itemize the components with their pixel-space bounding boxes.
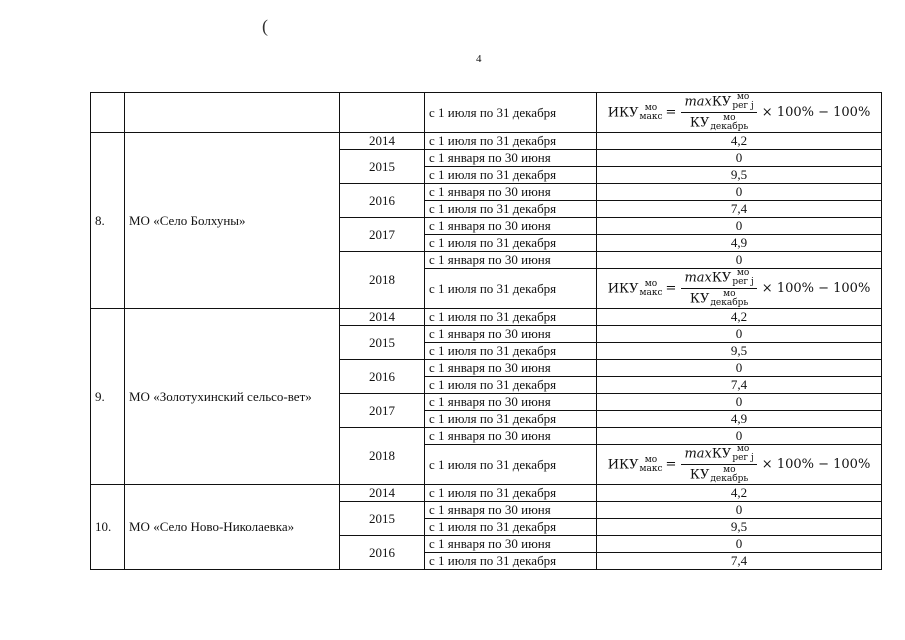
index-formula xyxy=(608,269,871,308)
formula-lhs: ИКУ мо макс xyxy=(607,454,663,474)
period-cell: с 1 июля по 31 декабря xyxy=(425,553,597,570)
formula-denominator: КУ мо декабрь xyxy=(689,289,749,308)
index-formula xyxy=(608,445,871,484)
formula-denominator: КУ мо декабрь xyxy=(689,113,749,132)
value-cell: 0 xyxy=(597,218,882,235)
municipality-name: МО «Село Ново-Николаевка» xyxy=(125,485,340,570)
period-cell: с 1 июля по 31 декабря xyxy=(425,167,597,184)
year-cell: 2015 xyxy=(340,326,425,360)
year-cell: 2015 xyxy=(340,150,425,184)
period-cell: с 1 июля по 31 декабря xyxy=(425,445,597,485)
value-cell: 9,5 xyxy=(597,519,882,536)
formula-fraction xyxy=(681,93,756,132)
formula-tail: × 100% − 100% xyxy=(761,280,871,296)
period-cell: с 1 июля по 31 декабря xyxy=(425,269,597,309)
table-row xyxy=(91,133,882,150)
period-cell: с 1 января по 30 июня xyxy=(425,502,597,519)
period-cell: с 1 января по 30 июня xyxy=(425,394,597,411)
value-cell: 4,9 xyxy=(597,235,882,252)
value-cell: 7,4 xyxy=(597,377,882,394)
municipality-name: МО «Золотухинский сельсо-вет» xyxy=(125,309,340,485)
formula-cell xyxy=(597,445,882,485)
period-cell: с 1 января по 30 июня xyxy=(425,218,597,235)
formula-numerator: maxКУ мо рег j xyxy=(681,93,756,113)
year-cell: 2014 xyxy=(340,133,425,150)
table-row xyxy=(91,93,882,133)
row-number xyxy=(91,93,125,133)
year-cell: 2016 xyxy=(340,536,425,570)
formula-equals: = xyxy=(665,104,677,120)
value-cell: 0 xyxy=(597,502,882,519)
year-cell xyxy=(340,93,425,133)
period-cell: с 1 июля по 31 декабря xyxy=(425,309,597,326)
period-cell: с 1 июля по 31 декабря xyxy=(425,343,597,360)
formula-equals: = xyxy=(665,280,677,296)
period-cell: с 1 января по 30 июня xyxy=(425,150,597,167)
year-cell: 2017 xyxy=(340,394,425,428)
period-cell: с 1 июля по 31 декабря xyxy=(425,201,597,218)
municipality-name xyxy=(125,93,340,133)
formula-denominator: КУ мо декабрь xyxy=(689,465,749,484)
table-row xyxy=(91,309,882,326)
period-cell: с 1 июля по 31 декабря xyxy=(425,519,597,536)
period-cell: с 1 июля по 31 декабря xyxy=(425,377,597,394)
value-cell: 4,2 xyxy=(597,485,882,502)
row-number: 10. xyxy=(91,485,125,570)
formula-lhs: ИКУ мо макс xyxy=(607,102,663,122)
value-cell: 0 xyxy=(597,394,882,411)
value-cell: 0 xyxy=(597,184,882,201)
period-cell: с 1 июля по 31 декабря xyxy=(425,93,597,133)
formula-numerator: maxКУ мо рег j xyxy=(681,269,756,289)
year-cell: 2014 xyxy=(340,309,425,326)
value-cell: 0 xyxy=(597,326,882,343)
value-cell: 0 xyxy=(597,360,882,377)
value-cell: 4,9 xyxy=(597,411,882,428)
period-cell: с 1 января по 30 июня xyxy=(425,326,597,343)
period-cell: с 1 июля по 31 декабря xyxy=(425,235,597,252)
value-cell: 7,4 xyxy=(597,201,882,218)
year-cell: 2018 xyxy=(340,428,425,485)
period-cell: с 1 января по 30 июня xyxy=(425,252,597,269)
row-number: 8. xyxy=(91,133,125,309)
indicator-table xyxy=(90,92,882,570)
formula-cell xyxy=(597,93,882,133)
page-number: 4 xyxy=(476,53,482,65)
year-cell: 2014 xyxy=(340,485,425,502)
period-cell: с 1 июля по 31 декабря xyxy=(425,411,597,428)
formula-tail: × 100% − 100% xyxy=(761,456,871,472)
index-formula xyxy=(608,93,871,132)
year-cell: 2015 xyxy=(340,502,425,536)
value-cell: 0 xyxy=(597,536,882,553)
formula-fraction xyxy=(681,445,756,484)
value-cell: 4,2 xyxy=(597,133,882,150)
municipality-name: МО «Село Болхуны» xyxy=(125,133,340,309)
value-cell: 0 xyxy=(597,150,882,167)
period-cell: с 1 января по 30 июня xyxy=(425,428,597,445)
period-cell: с 1 января по 30 июня xyxy=(425,360,597,377)
period-cell: с 1 июля по 31 декабря xyxy=(425,133,597,150)
year-cell: 2018 xyxy=(340,252,425,309)
formula-numerator: maxКУ мо рег j xyxy=(681,445,756,465)
period-cell: с 1 января по 30 июня xyxy=(425,536,597,553)
year-cell: 2016 xyxy=(340,184,425,218)
period-cell: с 1 января по 30 июня xyxy=(425,184,597,201)
value-cell: 7,4 xyxy=(597,553,882,570)
table-row xyxy=(91,485,882,502)
year-cell: 2016 xyxy=(340,360,425,394)
stray-mark: ( xyxy=(262,16,268,36)
value-cell: 9,5 xyxy=(597,343,882,360)
year-cell: 2017 xyxy=(340,218,425,252)
value-cell: 4,2 xyxy=(597,309,882,326)
formula-tail: × 100% − 100% xyxy=(761,104,871,120)
period-cell: с 1 июля по 31 декабря xyxy=(425,485,597,502)
formula-lhs: ИКУ мо макс xyxy=(607,278,663,298)
formula-fraction xyxy=(681,269,756,308)
value-cell: 9,5 xyxy=(597,167,882,184)
formula-cell xyxy=(597,269,882,309)
value-cell: 0 xyxy=(597,252,882,269)
row-number: 9. xyxy=(91,309,125,485)
formula-equals: = xyxy=(665,456,677,472)
value-cell: 0 xyxy=(597,428,882,445)
